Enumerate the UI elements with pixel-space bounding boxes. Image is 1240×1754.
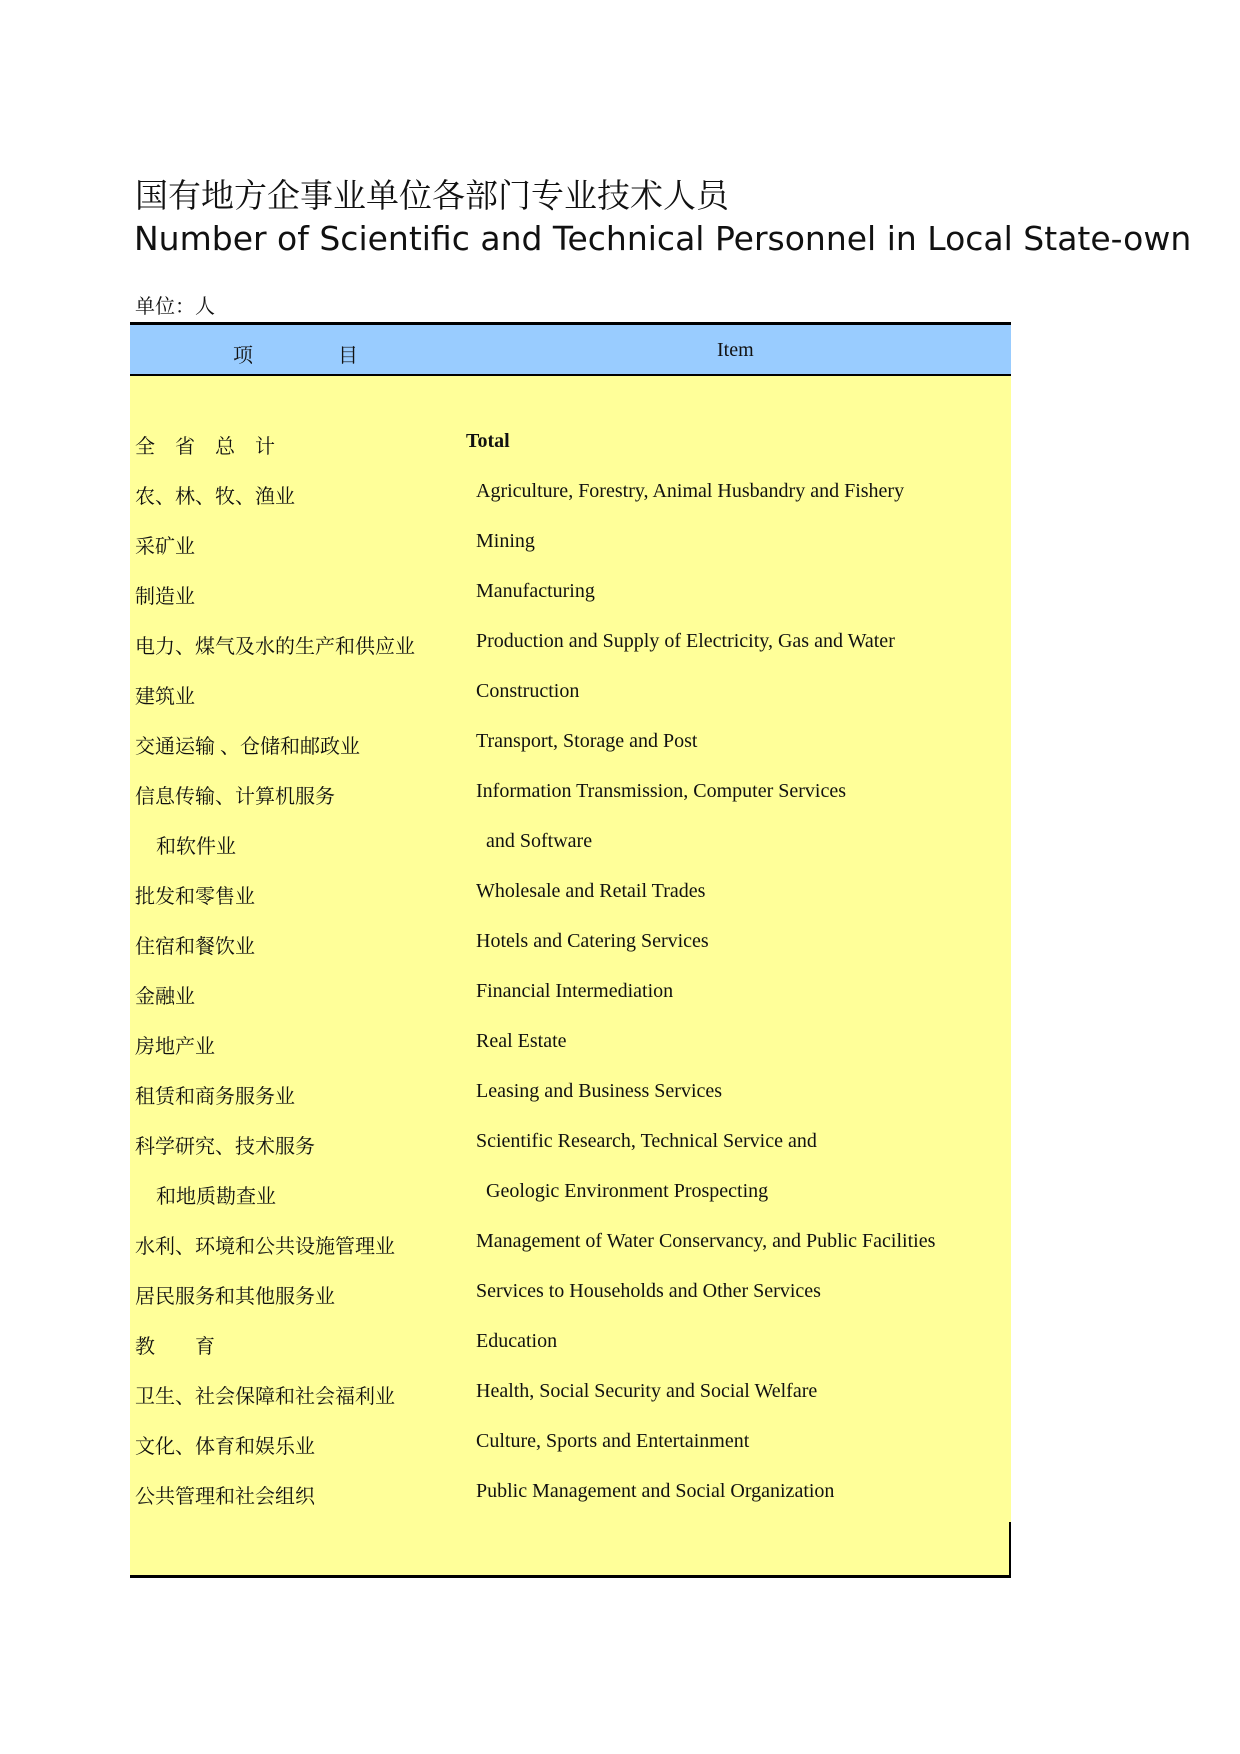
table-row [130,468,1011,518]
row-label-cn: 信息传输、计算机服务 [135,786,335,808]
row-label-en: Real Estate [476,1030,567,1052]
table-row [130,968,1011,1018]
row-label-en: Financial Intermediation [476,980,674,1002]
table-row [130,1318,1011,1368]
row-label-cn: 卫生、社会保障和社会福利业 [135,1386,395,1408]
row-label-cn: 和软件业 [156,836,236,858]
row-label-en: Total [466,430,510,452]
table-row [130,868,1011,918]
table-row [130,1468,1011,1518]
table-row [130,1218,1011,1268]
row-label-en: Management of Water Conservancy, and Public Facilities [476,1230,936,1252]
header-item-cn: 项 目 [233,345,358,367]
table-row-continuation [130,1168,1011,1218]
row-label-cn: 住宿和餐饮业 [135,936,255,958]
table-row [130,718,1011,768]
table-right-border [1009,1522,1011,1578]
row-label-cn: 科学研究、技术服务 [135,1136,315,1158]
row-label-en: Transport, Storage and Post [476,730,698,752]
row-label-cn: 建筑业 [135,686,195,708]
row-label-en: Education [476,1330,558,1352]
row-label-cn: 居民服务和其他服务业 [135,1286,335,1308]
row-label-cn: 水利、环境和公共设施管理业 [135,1236,395,1258]
row-label-cn: 公共管理和社会组织 [135,1486,315,1508]
table-row-total [130,418,1011,468]
row-label-en: Information Transmission, Computer Services [476,780,846,802]
row-label-en: Geologic Environment Prospecting [486,1180,769,1202]
row-label-en: Manufacturing [476,580,595,602]
row-label-en: Agriculture, Forestry, Animal Husbandry and Fishery [476,480,905,502]
row-label-cn: 农、林、牧、渔业 [135,486,295,508]
row-label-en: Leasing and Business Services [476,1080,723,1102]
table-row-continuation [130,818,1011,868]
row-label-en: Public Management and Social Organization [476,1480,835,1502]
page-title-en: Number of Scientific and Technical Personnel in Local State-own [134,219,1192,258]
table-row [130,1118,1011,1168]
row-label-en: Mining [476,530,535,552]
row-label-en: Health, Social Security and Social Welfare [476,1380,818,1402]
row-label-en: Construction [476,680,580,702]
table-row [130,768,1011,818]
row-label-cn: 金融业 [135,986,195,1008]
unit-label: 单位：人 [135,296,215,318]
row-label-cn: 电力、煤气及水的生产和供应业 [135,636,415,658]
row-label-en: Culture, Sports and Entertainment [476,1430,750,1452]
table-row [130,1418,1011,1468]
table-row [130,518,1011,568]
row-label-cn: 采矿业 [135,536,195,558]
table-row [130,618,1011,668]
table-row [130,1268,1011,1318]
row-label-en: Hotels and Catering Services [476,930,709,952]
table-row [130,668,1011,718]
row-label-cn: 和地质勘查业 [156,1186,276,1208]
row-label-cn: 租赁和商务服务业 [135,1086,295,1108]
table-row [130,568,1011,618]
row-label-cn: 教 育 [135,1336,215,1358]
row-label-cn: 批发和零售业 [135,886,255,908]
header-item-en: Item [717,339,754,361]
row-label-en: Services to Households and Other Services [476,1280,821,1302]
row-label-cn: 制造业 [135,586,195,608]
row-label-cn: 交通运输 、仓储和邮政业 [135,736,360,758]
table-row [130,1368,1011,1418]
row-label-en: Scientific Research, Technical Service and [476,1130,817,1152]
row-label-cn: 房地产业 [135,1036,215,1058]
table-header [130,322,1011,376]
table-row [130,1068,1011,1118]
table-row [130,1018,1011,1068]
row-label-en: Production and Supply of Electricity, Gas and Water [476,630,895,652]
page-title-cn: 国有地方企事业单位各部门专业技术人员 [135,176,729,215]
row-label-cn: 全 省 总 计 [135,436,275,458]
row-label-cn: 文化、体育和娱乐业 [135,1436,315,1458]
table-row [130,918,1011,968]
row-label-en: Wholesale and Retail Trades [476,880,706,902]
table-body [130,376,1011,1578]
row-label-en: and Software [486,830,593,852]
